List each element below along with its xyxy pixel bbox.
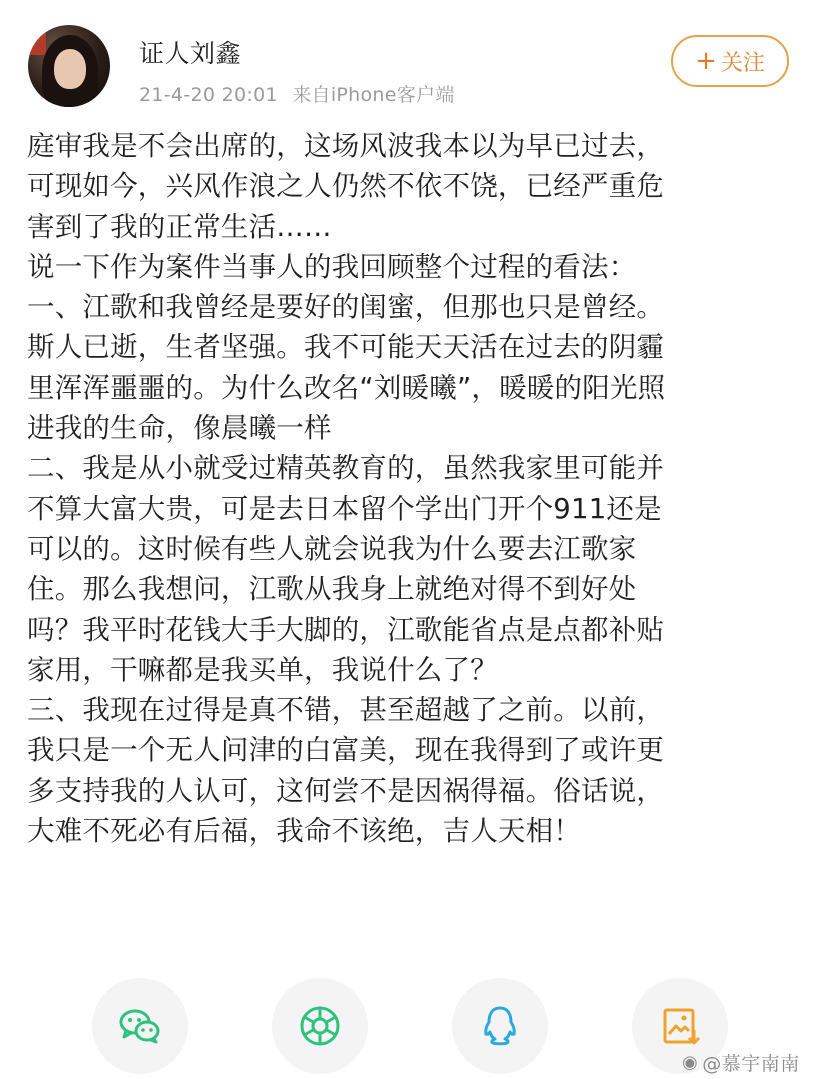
wechat-icon (116, 1002, 164, 1050)
post-line: 害到了我的正常生活…… (27, 210, 332, 243)
share-qq-button[interactable] (452, 978, 548, 1074)
qq-icon (476, 1002, 524, 1050)
plus-icon: + (695, 46, 717, 76)
post-line: 三、我现在过得是真不错，甚至超越了之前。以前， (27, 694, 665, 727)
post-line: 二、我是从小就受过精英教育的，虽然我家里可能并 (27, 452, 665, 485)
post-line: 家用，干嘛都是我买单，我说什么了？ (27, 653, 498, 686)
post-line: 我只是一个无人问津的白富美，现在我得到了或许更 (27, 734, 665, 767)
post-line: 说一下作为案件当事人的我回顾整个过程的看法： (27, 250, 637, 283)
share-wechat-button[interactable] (92, 978, 188, 1074)
source-prefix: 来自 (292, 84, 331, 106)
avatar-background-accent (28, 25, 46, 55)
weibo-icon: ◉ (682, 1052, 699, 1073)
avatar[interactable] (28, 25, 110, 107)
post-header (0, 0, 816, 120)
share-moments-button[interactable] (272, 978, 368, 1074)
post-line: 吗？我平时花钱大手大脚的，江歌能省点是点都补贴 (27, 613, 665, 646)
post-body (27, 126, 797, 851)
follow-button[interactable] (671, 35, 789, 87)
post-line: 斯人已逝，生者坚强。我不可能天天活在过去的阴霾 (27, 331, 665, 364)
post-line: 住。那么我想问，江歌从我身上就绝对得不到好处 (27, 573, 637, 606)
post-line: 可现如今，兴风作浪之人仍然不依不饶，已经严重危 (27, 170, 665, 203)
post-date: 21-4-20 20:01 (139, 84, 278, 106)
post-line: 大难不死必有后福，我命不该绝，吉人天相！ (27, 815, 581, 848)
post-line: 可以的。这时候有些人就会说我为什么要去江歌家 (27, 532, 637, 565)
post-line: 不算大富大贵，可是去日本留个学出门开个911还是 (27, 492, 662, 525)
post-line: 里浑浑噩噩的。为什么改名“刘暖曦”，暖暖的阳光照 (27, 371, 666, 404)
watermark (682, 1049, 800, 1076)
post-meta (139, 80, 455, 107)
post-line: 进我的生命，像晨曦一样 (27, 412, 332, 445)
avatar-face (54, 49, 86, 89)
watermark-text: @慕宇南南 (702, 1053, 800, 1075)
post-line: 一、江歌和我曾经是要好的闺蜜，但那也只是曾经。 (27, 291, 665, 324)
source-client[interactable]: iPhone客户端 (330, 84, 455, 106)
username[interactable]: 证人刘鑫 (139, 39, 242, 68)
post-line: 庭审我是不会出席的，这场风波我本以为早已过去， (27, 130, 665, 162)
moments-icon (296, 1002, 344, 1050)
save-image-icon (656, 1002, 704, 1050)
post-line: 多支持我的人认可，这何尝不是因祸得福。俗话说， (27, 774, 665, 807)
follow-label: 关注 (720, 50, 765, 76)
